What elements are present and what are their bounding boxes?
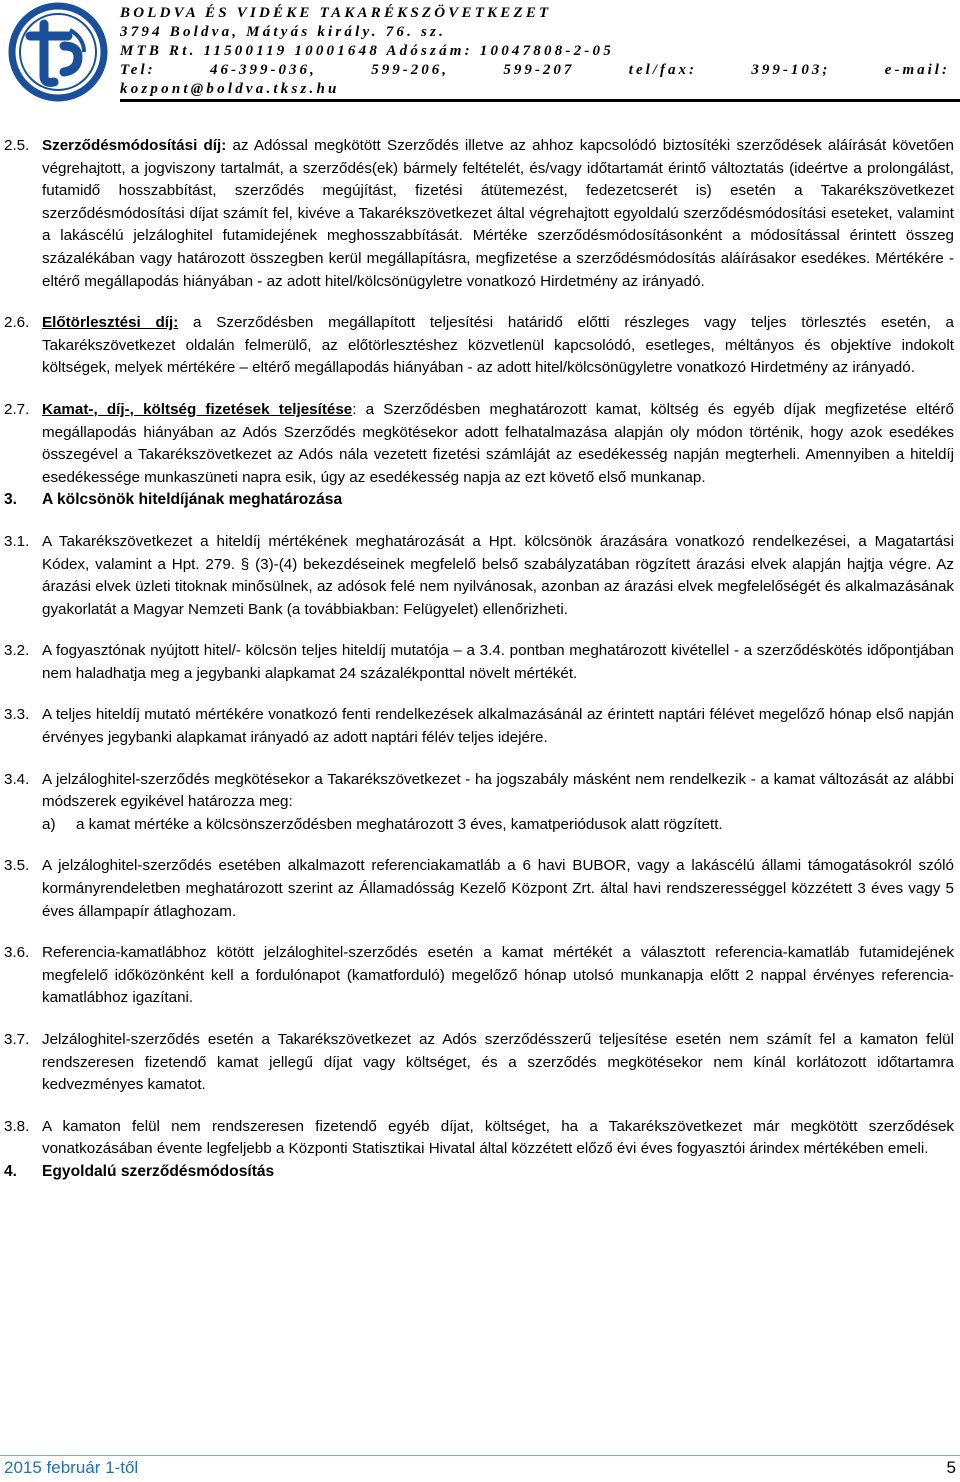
section-text	[42, 135, 954, 293]
contact-phone-3: 599-207	[503, 62, 575, 78]
page-footer	[0, 1448, 960, 1482]
section-3-6	[4, 942, 954, 1010]
list-item	[42, 814, 954, 837]
letterhead	[0, 0, 960, 110]
section-number: 3.3.	[4, 706, 30, 724]
section-number: 3.2.	[4, 642, 30, 660]
section-number: 3.4.	[4, 770, 30, 788]
section-body: A Takarékszövetkezet a hiteldíj mértékének meghatározását a Hpt. kölcsönök árazására vonatkozó rendelkezései, a Magatartási Kódex, valamint a Hpt. 279. § (3)-(4) bekezdéseinek megfelelő belső szabályzatában rögzített árazási elvek alapján hajtja végre. Az árazási elvek üzleti titoknak minősülnek, az adósok felé nem nyilvánosak, azonban az árazási elvek megfelelőségét és alkalmazásának gyakorlatát a Magyar Nemzeti Bank (a továbbiakban: Felügyelet) ellenőrizheti.	[42, 532, 954, 618]
section-text	[42, 399, 954, 489]
heading-title: A kölcsönök hiteldíjának meghatározása	[42, 491, 343, 509]
section-body: A jelzáloghitel-szerződés megkötésekor a Takarékszövetkezet - ha jogszabály másként nem rendelkezik - a kamat változását az alábbi módszerek egyikével határozza meg:	[42, 770, 954, 811]
section-text	[42, 769, 954, 837]
section-3-7	[4, 1029, 954, 1097]
section-3-3	[4, 704, 954, 749]
section-body: Jelzáloghitel-szerződés esetén a Takarékszövetkezet az Adós szerződésszerű teljesítése esetén nem számít fel a kamaton felül rendszeresen fizetendő kamat jellegű díjat vagy költséget, és a szerződés megkötésekor nem kínál korlátozott időtartamra kedvezményes kamatot.	[42, 1031, 954, 1094]
section-body: A jelzáloghitel-szerződés esetében alkalmazott referenciakamatláb a 6 havi BUBOR, vagy a lakáscélú állami támogatásokról szóló kormányrendeletben meghatározott szerint az Államadósság Kezelő Központ Zrt. által havi rendszerességgel közzétett 3 éves vagy 5 éves állampapír átlaghozam.	[42, 857, 954, 920]
section-body: az Adóssal megkötött Szerződés illetve az ahhoz kapcsolódó biztosítéki szerződések aláírását követően végrehajtott, a jogviszony tartalmát, a szerződés(ek) bármely feltételét, és/vagy időtartamát érintő változtatás (ideértve a prolongálást, futamidő hosszabbítást, szerződés megújítást, fizetési átütemezést, fedezetcserét is) esetén a Takarékszövetkezet szerződésmódosítási díjat számít fel, kivéve a Takarékszövetkezet által végrehajtott egyoldalú szerződésmódosítási eseteket, valamint a lakáscélú jelzáloghitel futamidejének meghosszabbítását. Mértéke szerződésmódosításonként a módosítással érintett összeg százalékában vagy határozott összegben kerül megállapításra, megfizetése a szerződésmódosítás aláírásakor esedékes. Mértékére - eltérő megállapodás hiányában - az adott hitel/kölcsönügyletre vonatkozó Hirdetmény az irányadó.	[42, 137, 954, 290]
section-body: Referencia-kamatlábhoz kötött jelzáloghitel-szerződés esetén a kamat mértékét a választott referencia-kamatláb futamidejének megfelelő időközönként kell a fordulónapot (kamatforduló) megelőző hónap utolsó munkanapja előtt 2 nappal érvényes referencia-kamatlábhoz igazítani.	[42, 944, 954, 1007]
section-number: 3.6.	[4, 944, 30, 962]
contact-phone-2: 599-206,	[371, 62, 449, 78]
section-2-5	[4, 135, 954, 293]
section-number: 2.5.	[4, 137, 30, 154]
section-text	[42, 312, 954, 380]
page-number: 5	[946, 1458, 956, 1477]
section-3-8	[4, 1116, 954, 1161]
section-body: A fogyasztónak nyújtott hitel/- kölcsön teljes hiteldíj mutatója – a 3.4. pontban meghatározott kivétellel - a szerződéskötés időpontjában nem haladhatja meg a jegybanki alapkamat 24 százalékponttal növelt mértékét.	[42, 642, 954, 682]
section-body: A teljes hiteldíj mutató mértékére vonatkozó fenti rendelkezések alkalmazásánál az érintett naptári félévet megelőző hónap első napján érvényes jegybanki alapkamat irányadó az adott naptári félév teljes idejére.	[42, 706, 954, 747]
section-number: 3.7.	[4, 1031, 30, 1048]
section-body: : a Szerződésben meghatározott kamat, költség és egyéb díjak megfizetése eltérő megállapodás hiányában az Adós Szerződés megkötésekor adott felhatalmazása alapján oly módon történik, hogy azok esedékes összegével a Takarékszövetkezet az Adós nála vezetett fizetési számláját az esedékesség napján megterheli. Amennyiben a hiteldíj esedékessége munkaszüneti napra esik, úgy az esedékesség napja az ezt követő első munkanap.	[42, 400, 954, 486]
document-body	[4, 135, 954, 1184]
header-divider	[120, 99, 960, 102]
contact-fax: 399-103;	[751, 62, 831, 78]
section-body: A kamaton felül nem rendszeresen fizetendő egyéb díjat, költséget, ha a Takarékszövetkezet már megkötött szerződések vonatkozásában évente legfeljebb a Központi Statisztikai Hivatal által közzétett előző évi éves fogyasztói árindex mértékében emeli.	[42, 1117, 954, 1158]
heading-section-4	[4, 1161, 954, 1184]
takarekszovetkezet-logo-icon	[8, 2, 108, 102]
section-2-7	[4, 399, 954, 489]
section-number: 3.8.	[4, 1117, 30, 1135]
contact-phone-1: 46-399-036,	[210, 62, 317, 78]
heading-number: 3.	[4, 491, 18, 509]
bank-name: BOLDVA ÉS VIDÉKE TAKARÉKSZÖVETKEZET	[120, 5, 552, 21]
contact-email-label: e-mail:	[884, 62, 950, 78]
section-number: 3.5.	[4, 857, 30, 875]
heading-number: 4.	[4, 1162, 18, 1180]
bank-address: 3794 Boldva, Mátyás király. 76. sz.	[120, 24, 447, 40]
section-title: Kamat-, díj-, költség fizetések teljesítése	[42, 400, 353, 418]
section-title: Szerződésmódosítási díj:	[42, 137, 227, 154]
contact-tel-label: Tel:	[120, 62, 156, 78]
contact-fax-label: tel/fax:	[628, 62, 697, 78]
heading-section-3	[4, 489, 954, 512]
list-item-text: a kamat mértéke a kölcsönszerződésben meghatározott 3 éves, kamatperiódusok alatt rögzített.	[76, 815, 723, 833]
section-3-2	[4, 640, 954, 685]
list-item-label: a)	[42, 815, 56, 833]
section-number: 3.1.	[4, 532, 30, 550]
footer-date: 2015 február 1-től	[4, 1458, 139, 1477]
section-3-4	[4, 769, 954, 837]
section-3-1	[4, 531, 954, 621]
section-3-5	[4, 855, 954, 923]
heading-title: Egyoldalú szerződésmódosítás	[42, 1162, 275, 1180]
bank-contact-line	[120, 61, 950, 80]
bank-email: kozpont@boldva.tksz.hu	[120, 81, 340, 97]
section-2-6	[4, 312, 954, 380]
section-body: a Szerződésben megállapított teljesítési határidő előtti részleges vagy teljes törlesztés esetén, a Takarékszövetkezet oldalán felmerülő, az előtörlesztéshez közvetlenül kapcsolódó, esetleges, méltányos és objektíve indokolt költségek, melyek mértékére – eltérő megállapodás hiányában - az adott hitel/kölcsönügyletre vonatkozó Hirdetmény az irányadó.	[42, 314, 955, 377]
section-title: Előtörlesztési díj:	[42, 314, 179, 332]
section-number: 2.6.	[4, 314, 30, 332]
footer-divider	[0, 1455, 960, 1456]
bank-account-tax-id: MTB Rt. 11500119 10001648 Adószám: 10047808-2-05	[120, 43, 614, 59]
section-number: 2.7.	[4, 400, 30, 418]
